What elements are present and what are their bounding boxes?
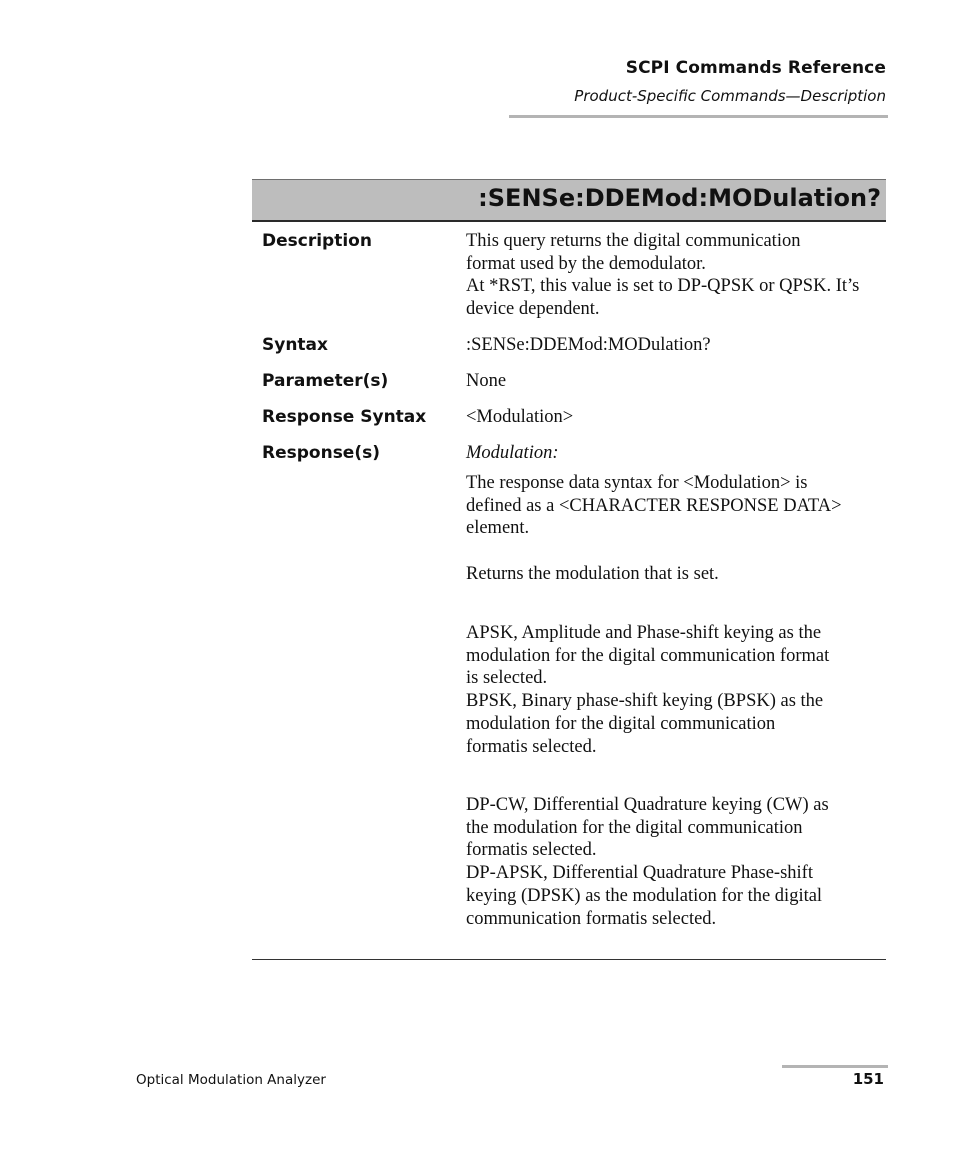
running-header-title: SCPI Commands Reference bbox=[625, 58, 886, 78]
response-param-name: Modulation: bbox=[466, 443, 559, 463]
response-line: keying (DPSK) as the modulation for the digital bbox=[466, 885, 823, 906]
response-line: formatis selected. bbox=[466, 840, 597, 861]
response-intro-line: The response data syntax for <Modulation> is bbox=[466, 473, 808, 493]
page-number: 151 bbox=[852, 1070, 884, 1088]
response-line: BPSK, Binary phase-shift keying (BPSK) as the bbox=[466, 691, 824, 712]
response-group-dp bbox=[466, 794, 886, 930]
response-line: APSK, Amplitude and Phase-shift keying as the bbox=[466, 623, 822, 643]
description-label: Description bbox=[262, 231, 372, 251]
response-line: formatis selected. bbox=[466, 736, 597, 757]
command-title: :SENSe:DDEMod:MODulation? bbox=[478, 184, 881, 212]
description-line: format used by the demodulator. bbox=[466, 253, 706, 274]
footer-rule bbox=[782, 1065, 888, 1068]
response-line: the modulation for the digital communication bbox=[466, 817, 803, 838]
description-line: This query returns the digital communication bbox=[466, 231, 801, 251]
response-group-apsk-bpsk bbox=[466, 622, 886, 758]
response-line: modulation for the digital communication format bbox=[466, 645, 830, 666]
parameters-value: None bbox=[466, 371, 507, 391]
response-line: DP-APSK, Differential Quadrature Phase-shift bbox=[466, 863, 813, 884]
footer-manual-title: Optical Modulation Analyzer bbox=[136, 1072, 326, 1088]
header-rule bbox=[509, 115, 888, 118]
syntax-value: :SENSe:DDEMod:MODulation? bbox=[466, 335, 711, 355]
response-intro bbox=[466, 472, 886, 540]
table-bottom-rule bbox=[252, 959, 886, 960]
response-intro-line: element. bbox=[466, 518, 530, 539]
parameters-label: Parameter(s) bbox=[262, 371, 389, 391]
running-header-subtitle: Product-Specific Commands—Description bbox=[574, 87, 886, 105]
response-returns: Returns the modulation that is set. bbox=[466, 564, 719, 584]
response-syntax-value: <Modulation> bbox=[466, 407, 574, 427]
response-line: is selected. bbox=[466, 668, 548, 689]
response-line: modulation for the digital communication bbox=[466, 713, 776, 734]
response-intro-line: defined as a <CHARACTER RESPONSE DATA> bbox=[466, 495, 842, 516]
response-syntax-label: Response Syntax bbox=[262, 407, 427, 427]
command-title-bar bbox=[252, 179, 886, 222]
description-line: At *RST, this value is set to DP-QPSK or QPSK. It’s bbox=[466, 276, 860, 297]
description-text bbox=[466, 230, 886, 321]
response-line: communication formatis selected. bbox=[466, 908, 717, 929]
description-line: device dependent. bbox=[466, 299, 600, 320]
syntax-label: Syntax bbox=[262, 335, 328, 355]
responses-label: Response(s) bbox=[262, 443, 380, 463]
response-line: DP-CW, Differential Quadrature keying (CW) as bbox=[466, 795, 829, 815]
